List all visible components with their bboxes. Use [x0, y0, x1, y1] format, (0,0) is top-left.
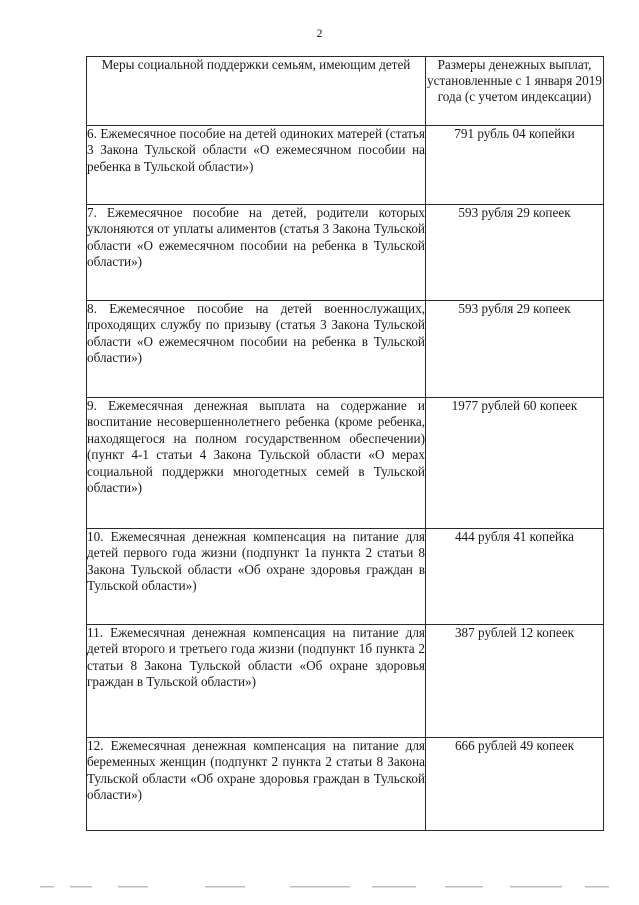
amount-cell: 387 рублей 12 копеек: [426, 625, 604, 738]
measure-cell: [87, 738, 426, 831]
page-number: 2: [316, 26, 323, 40]
amount-cell: 593 рубля 29 копеек: [426, 205, 604, 301]
amount-cell: 666 рублей 49 копеек: [426, 738, 604, 831]
measure-text: 9. Ежемесячная денежная выплата на содержание и воспитание несовершеннолетнего ребенка (кроме ребенка, находящегося на полном государственном обеспечении) (пункт 4-1 статьи 4 Закона Тульской области «О мерах социальной поддержки многодетных семей в Тульской области»): [87, 398, 425, 496]
header-measures: Меры социальной поддержки семьям, имеющим детей: [87, 57, 426, 126]
table-row: [87, 301, 604, 398]
measure-text: 12. Ежемесячная денежная компенсация на питание для беременных женщин (подпункт 2 пункта 2 статьи 8 Закона Тульской области «Об охране здоровья граждан в Тульской области»): [87, 738, 425, 803]
table-row: [87, 738, 604, 831]
measure-cell: [87, 301, 426, 398]
amount-cell: 593 рубля 29 копеек: [426, 301, 604, 398]
table-row: [87, 205, 604, 301]
scan-artifacts: [0, 878, 639, 894]
measure-cell: [87, 205, 426, 301]
measure-cell: [87, 398, 426, 529]
table-row: [87, 398, 604, 529]
amount-cell: 444 рубля 41 копейка: [426, 529, 604, 625]
table-row: [87, 529, 604, 625]
header-amounts: Размеры денежных выплат, установленные с 1 января 2019 года (с учетом индексации): [426, 57, 604, 126]
measure-cell: [87, 126, 426, 205]
amount-cell: 1977 рублей 60 копеек: [426, 398, 604, 529]
table-header-row: [87, 57, 604, 126]
table-row: [87, 126, 604, 205]
table-row: [87, 625, 604, 738]
amount-cell: 791 рубль 04 копейки: [426, 126, 604, 205]
measure-text: 11. Ежемесячная денежная компенсация на питание для детей второго и третьего года жизни (подпункт 1б пункта 2 статьи 8 Закона Тульской области «Об охране здоровья граждан в Тульской области»): [87, 625, 425, 690]
measure-cell: [87, 625, 426, 738]
support-measures-table: [86, 56, 604, 831]
measure-cell: [87, 529, 426, 625]
measure-text: 10. Ежемесячная денежная компенсация на питание для детей первого года жизни (подпункт 1а пункта 2 статьи 8 Закона Тульской области «Об охране здоровья граждан в Тульской области»): [87, 529, 425, 594]
measure-text: 7. Ежемесячное пособие на детей, родители которых уклоняются от уплаты алиментов (статья 3 Закона Тульской области «О ежемесячном пособии на ребенка в Тульской области»): [87, 205, 425, 270]
measure-text: 8. Ежемесячное пособие на детей военнослужащих, проходящих службу по призыву (статья 3 Закона Тульской области «О ежемесячном пособии на ребенка в Тульской области»): [87, 301, 425, 366]
measure-text: 6. Ежемесячное пособие на детей одиноких матерей (статья 3 Закона Тульской области «О ежемесячном пособии на ребенка в Тульской области»): [87, 126, 425, 174]
